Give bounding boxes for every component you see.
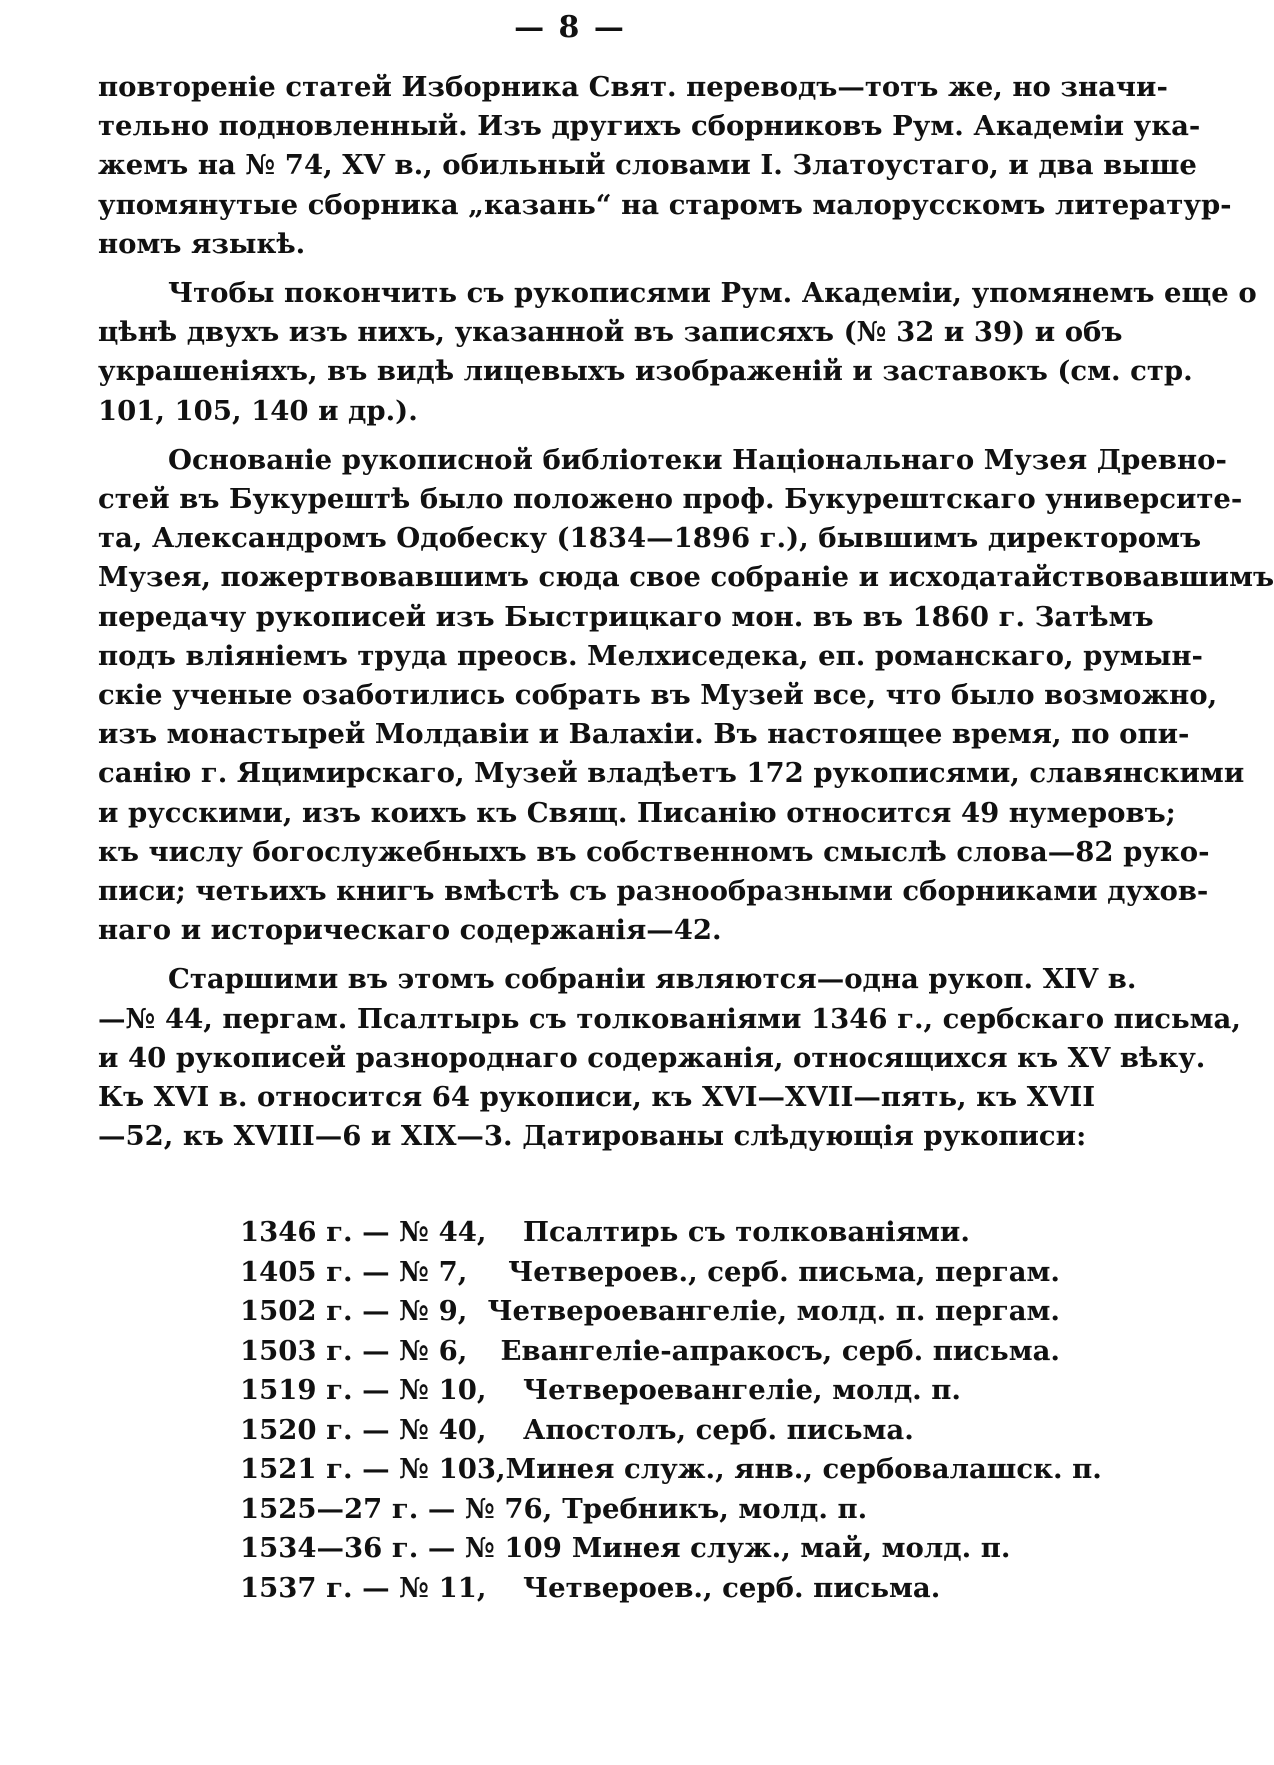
page-number: — 8 — <box>514 10 626 45</box>
text-line: та, Александромъ Одобеску (1834—1896 г.), бывшимъ директоромъ <box>98 522 1202 555</box>
list-item <box>240 1371 1060 1411</box>
text-line: къ числу богослужебныхъ въ собственномъ смыслѣ слова—82 руко- <box>98 835 1210 868</box>
body-text <box>98 68 1274 1156</box>
text-line: и 40 рукописей разнороднаго содержанiя, относящихся къ XV вѣку. <box>98 1041 1206 1074</box>
text-line: подъ влiянiемъ труда преосв. Мелхиседека, еп. романскаго, румын- <box>98 639 1203 672</box>
text-line: тельно подновленный. Изъ другихъ сборниковъ Рум. Академiи ука- <box>98 110 1201 143</box>
text-line: 101, 105, 140 и др.). <box>98 394 418 427</box>
paragraph-4 <box>98 960 1241 1156</box>
list-item <box>240 1332 1060 1372</box>
text-line: повторенiе статей Изборника Свят. переводъ—тотъ же, но значи- <box>98 71 1168 103</box>
manuscript-description: Четвероев., серб. письма. <box>523 1571 941 1604</box>
text-line: цѣнѣ двухъ изъ нихъ, указанной въ записяхъ (№ 32 и 39) и объ <box>98 316 1123 349</box>
manuscript-date: 1537 г. — № 11, <box>240 1571 487 1604</box>
paragraph-3 <box>98 441 1274 951</box>
text-line: Чтобы покончить съ рукописями Рум. Академiи, упомянемъ еще о <box>168 277 1257 310</box>
text-line: изъ монастырей Молдавiи и Валахiи. Въ настоящее время, по опи- <box>98 718 1190 751</box>
list-item <box>240 1292 1060 1332</box>
text-line: украшенiяхъ, въ видѣ лицевыхъ изображенiй и заставокъ (см. стр. <box>98 355 1193 388</box>
manuscript-date: 1346 г. — № 44, <box>240 1216 487 1248</box>
manuscript-description: Требникъ, молд. п. <box>562 1492 868 1525</box>
manuscript-date: 1525—27 г. — № 76, <box>240 1492 553 1525</box>
manuscript-date: 1520 г. — № 40, <box>240 1413 487 1446</box>
text-line: —52, къ XVIII—6 и XIX—3. Датированы слѣдующiя рукописи: <box>98 1120 1087 1153</box>
list-item <box>240 1213 1060 1253</box>
list-item <box>240 1569 1060 1609</box>
text-line: наго и историческаго содержанiя—42. <box>98 914 722 947</box>
text-line: стей въ Букурештѣ было положено проф. Букурештскаго университе- <box>98 483 1243 516</box>
text-line: жемъ на № 74, XV в., обильный словами I. Златоустаго, и два выше <box>98 149 1197 182</box>
manuscript-description: Четвероев., серб. письма, пергам. <box>508 1255 1060 1288</box>
manuscript-description: Четвероевангелiе, молд. п. <box>523 1374 961 1406</box>
manuscript-description: Минея служ., янв., сербовалашск. п. <box>505 1453 1102 1485</box>
paragraph-1 <box>98 68 1232 264</box>
text-line: Музея, пожертвовавшимъ сюда свое собранiе и исходатайствовавшимъ <box>98 561 1274 594</box>
manuscript-date: 1519 г. — № 10, <box>240 1374 487 1406</box>
manuscript-date: 1502 г. — № 9, <box>240 1295 468 1327</box>
list-item <box>240 1253 1060 1293</box>
text-line: упомянутые сборника „казань“ на старомъ малорусскомъ литератур- <box>98 188 1232 221</box>
text-line: Старшими въ этомъ собранiи являются—одна рукоп. XIV в. <box>168 963 1137 996</box>
text-line: санiю г. Яцимирскаго, Музей владѣетъ 172 рукописями, славянскими <box>98 757 1245 790</box>
list-item <box>240 1411 1060 1451</box>
paragraph-2 <box>98 274 1257 431</box>
manuscript-date: 1503 г. — № 6, <box>240 1334 468 1367</box>
manuscript-description: Евангелiе-апракосъ, серб. письма. <box>500 1334 1060 1367</box>
manuscript-description: Минея служ., май, молд. п. <box>571 1532 1011 1564</box>
manuscript-description: Псалтирь съ толкованiями. <box>523 1216 970 1248</box>
text-line: Основанiе рукописной библiотеки Нацiональнаго Музея Древно- <box>168 443 1227 476</box>
list-item <box>240 1490 1060 1530</box>
text-line: —№ 44, пергам. Псалтырь съ толкованiями 1346 г., сербскаго письма, <box>98 1002 1241 1035</box>
text-line: скiе ученые озаботились собрать въ Музей все, что было возможно, <box>98 679 1218 712</box>
manuscript-date: 1534—36 г. — № 109 <box>240 1532 562 1564</box>
manuscript-description: Апостолъ, серб. письма. <box>523 1413 914 1446</box>
text-line: передачу рукописей изъ Быстрицкаго мон. въ въ 1860 г. Затѣмъ <box>98 600 1154 633</box>
manuscript-date: 1521 г. — № 103, <box>240 1453 506 1485</box>
text-line: Къ XVI в. относится 64 рукописи, къ XVI—XVII—пять, къ XVII <box>98 1081 1096 1114</box>
manuscript-date: 1405 г. — № 7, <box>240 1255 468 1288</box>
text-line: и русскими, изъ коихъ къ Свящ. Писанiю относится 49 нумеровъ; <box>98 796 1176 829</box>
dated-manuscripts-list <box>240 1213 1102 1608</box>
list-item <box>240 1450 1102 1490</box>
text-line: писи; четьихъ книгъ вмѣстѣ съ разнообразными сборниками духов- <box>98 875 1209 908</box>
manuscript-description: Четвероевангелiе, молд. п. пергам. <box>487 1295 1060 1327</box>
text-line: номъ языкѣ. <box>98 227 306 260</box>
list-item <box>240 1529 1060 1569</box>
